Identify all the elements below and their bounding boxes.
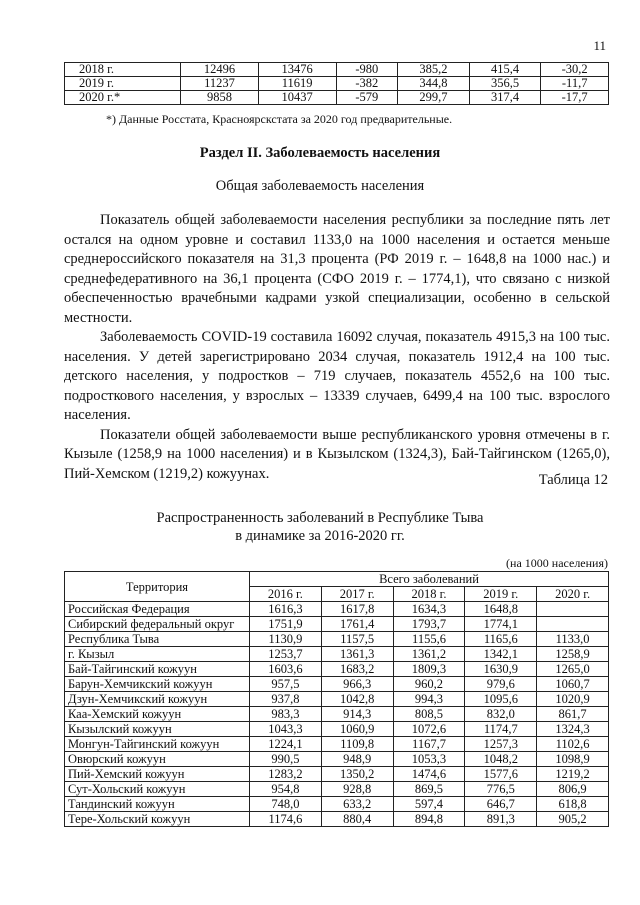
table-row-label: Сибирский федеральный округ xyxy=(65,617,250,632)
table-cell: 1634,3 xyxy=(393,602,465,617)
table-cell: 1474,6 xyxy=(393,767,465,782)
table-cell: 11237 xyxy=(181,77,259,91)
table-cell: 937,8 xyxy=(250,692,322,707)
table-cell: 1257,3 xyxy=(465,737,537,752)
header-group: Всего заболеваний xyxy=(250,572,609,587)
table-cell: 1020,9 xyxy=(537,692,609,707)
table-cell: 1043,3 xyxy=(250,722,322,737)
table-cell: 1774,1 xyxy=(465,617,537,632)
table-cell: 808,5 xyxy=(393,707,465,722)
table-cell: 1616,3 xyxy=(250,602,322,617)
table-row xyxy=(65,91,609,105)
table-cell: 385,2 xyxy=(398,63,470,77)
table-cell: 646,7 xyxy=(465,797,537,812)
table-cell: 317,4 xyxy=(469,91,541,105)
table-cell: 1253,7 xyxy=(250,647,322,662)
table-cell: 1617,8 xyxy=(321,602,393,617)
table-row xyxy=(65,707,609,722)
table-row xyxy=(65,767,609,782)
table-cell: 299,7 xyxy=(398,91,470,105)
table-cell: 954,8 xyxy=(250,782,322,797)
table-cell: 1174,7 xyxy=(465,722,537,737)
table-cell: 1361,3 xyxy=(321,647,393,662)
table-cell: 1761,4 xyxy=(321,617,393,632)
subtitle: Общая заболеваемость населения xyxy=(215,178,425,194)
table-cell: 1683,2 xyxy=(321,662,393,677)
table-cell: 1053,3 xyxy=(393,752,465,767)
table-row-label: Российская Федерация xyxy=(65,602,250,617)
table-row-label: Дзун-Хемчикский кожуун xyxy=(65,692,250,707)
table-cell: 415,4 xyxy=(469,63,541,77)
header-year: 2018 г. xyxy=(393,587,465,602)
table-cell: 9858 xyxy=(181,91,259,105)
table-row xyxy=(65,647,609,662)
table-caption xyxy=(0,509,640,545)
table-cell: 966,3 xyxy=(321,677,393,692)
table-cell: 1174,6 xyxy=(250,812,322,827)
table-row-label: Овюрский кожуун xyxy=(65,752,250,767)
table-row-label: Тере-Хольский кожуун xyxy=(65,812,250,827)
table-cell: 11619 xyxy=(258,77,336,91)
table-cell: 880,4 xyxy=(321,812,393,827)
table-cell: 1361,2 xyxy=(393,647,465,662)
table-cell xyxy=(537,617,609,632)
units-note: (на 1000 населения) xyxy=(506,556,608,570)
table-cell: 914,3 xyxy=(321,707,393,722)
table-cell: 960,2 xyxy=(393,677,465,692)
table-cell: 1167,7 xyxy=(393,737,465,752)
table-caption-line: Распространенность заболеваний в Республике Тыва xyxy=(156,510,484,526)
table-cell: 1060,7 xyxy=(537,677,609,692)
table-cell: 1350,2 xyxy=(321,767,393,782)
table-cell: 13476 xyxy=(258,63,336,77)
footnote: *) Данные Росстата, Красноярскстата за 2020 год предварительные. xyxy=(106,112,453,126)
table-cell: 12496 xyxy=(181,63,259,77)
table-row xyxy=(65,782,609,797)
table-cell: 1095,6 xyxy=(465,692,537,707)
table-cell: 1809,3 xyxy=(393,662,465,677)
table-cell: 1109,8 xyxy=(321,737,393,752)
table-cell: 869,5 xyxy=(393,782,465,797)
header-territory: Территория xyxy=(65,572,250,602)
table-row xyxy=(65,602,609,617)
table-cell: 861,7 xyxy=(537,707,609,722)
table-label: Таблица 12 xyxy=(538,472,608,488)
table-row-label: г. Кызыл xyxy=(65,647,250,662)
page-number: 11 xyxy=(593,38,606,53)
table-row-label: Каа-Хемский кожуун xyxy=(65,707,250,722)
table-cell: 1165,6 xyxy=(465,632,537,647)
table-cell: 618,8 xyxy=(537,797,609,812)
table-row-label: 2018 г. xyxy=(65,63,181,77)
table-row xyxy=(65,797,609,812)
table-cell: -579 xyxy=(336,91,398,105)
table-cell: 1133,0 xyxy=(537,632,609,647)
table-cell: 356,5 xyxy=(469,77,541,91)
table-cell: 891,3 xyxy=(465,812,537,827)
table-row-label: Кызылский кожуун xyxy=(65,722,250,737)
table-row xyxy=(65,737,609,752)
paragraph: Заболеваемость COVID-19 составила 16092 случая, показатель 4915,3 на 100 тыс. населения. У детей зарегистрировано 2034 случая, показатель 1912,4 на 100 тыс. детского населения, у подростков – 719 случаев, показатель 4552,6 на 100 тыс. подросткового населения, у взрослых – 13339 случаев, 6499,4 на 100 тыс. взрослого населения. xyxy=(64,329,610,423)
paragraph: Показатель общей заболеваемости населения республики за последние пять лет остался на одном уровне и составил 1133,0 на 1000 населения и остается меньше среднероссийского показателя на 31,3 процента (РФ 2019 г. – 1648,8 на 1000 нас.) и среднефедеративного на 36,1 процента (СФО 2019 г. – 1774,1), что связано с низкой обеспеченностью врачебными кадрами узкой специализации, особенно в сельской местности. xyxy=(64,212,610,326)
table-cell: 1324,3 xyxy=(537,722,609,737)
table-row xyxy=(65,617,609,632)
table-cell: 10437 xyxy=(258,91,336,105)
table-cell: 1155,6 xyxy=(393,632,465,647)
table-row xyxy=(65,692,609,707)
table-cell: -30,2 xyxy=(541,63,609,77)
table-cell: 1098,9 xyxy=(537,752,609,767)
table-row-label: Сут-Хольский кожуун xyxy=(65,782,250,797)
table-cell: -11,7 xyxy=(541,77,609,91)
table-cell: 1577,6 xyxy=(465,767,537,782)
table-cell: 1130,9 xyxy=(250,632,322,647)
table-cell: 948,9 xyxy=(321,752,393,767)
table-cell xyxy=(537,602,609,617)
table-cell: 633,2 xyxy=(321,797,393,812)
table-cell: 1102,6 xyxy=(537,737,609,752)
table-row-label: Барун-Хемчикский кожуун xyxy=(65,677,250,692)
table-cell: 597,4 xyxy=(393,797,465,812)
header-year: 2019 г. xyxy=(465,587,537,602)
table-cell: -980 xyxy=(336,63,398,77)
table-cell: 776,5 xyxy=(465,782,537,797)
table-row xyxy=(65,77,609,91)
table-cell: 894,8 xyxy=(393,812,465,827)
table-cell: 1751,9 xyxy=(250,617,322,632)
table-cell: 832,0 xyxy=(465,707,537,722)
table-cell: 1060,9 xyxy=(321,722,393,737)
table-row-label: 2020 г.* xyxy=(65,91,181,105)
table-row xyxy=(65,662,609,677)
table-cell: 1157,5 xyxy=(321,632,393,647)
table-cell: 994,3 xyxy=(393,692,465,707)
table-row-label: Тандинский кожуун xyxy=(65,797,250,812)
table-cell: 1603,6 xyxy=(250,662,322,677)
table-cell: 990,5 xyxy=(250,752,322,767)
table-cell: 1630,9 xyxy=(465,662,537,677)
table-caption-line: в динамике за 2016-2020 гг. xyxy=(235,528,405,544)
paragraph: Показатели общей заболеваемости выше республиканского уровня отмечены в г. Кызыле (1258,9 на 1000 населения) и в Кызылском (1324,3), Бай-Тайгинском (1265,0), Пий-Хемском (1219,2) кожуунах. xyxy=(64,426,610,482)
table-cell: 1258,9 xyxy=(537,647,609,662)
table-cell: 1048,2 xyxy=(465,752,537,767)
table-cell: -17,7 xyxy=(541,91,609,105)
table-cell: 1265,0 xyxy=(537,662,609,677)
body-text xyxy=(64,211,610,484)
table-cell: 979,6 xyxy=(465,677,537,692)
table-cell: -382 xyxy=(336,77,398,91)
table-cell: 344,8 xyxy=(398,77,470,91)
table-cell: 983,3 xyxy=(250,707,322,722)
table-row xyxy=(65,632,609,647)
table-cell: 1648,8 xyxy=(465,602,537,617)
table-row xyxy=(65,752,609,767)
table-cell: 1042,8 xyxy=(321,692,393,707)
table-row xyxy=(65,722,609,737)
table-cell: 1793,7 xyxy=(393,617,465,632)
table-row-label: 2019 г. xyxy=(65,77,181,91)
table-cell: 1072,6 xyxy=(393,722,465,737)
header-year: 2017 г. xyxy=(321,587,393,602)
table-cell: 806,9 xyxy=(537,782,609,797)
table-cell: 957,5 xyxy=(250,677,322,692)
table-row-label: Монгун-Тайгинский кожуун xyxy=(65,737,250,752)
table-row xyxy=(65,677,609,692)
table-cell: 1224,1 xyxy=(250,737,322,752)
header-year: 2016 г. xyxy=(250,587,322,602)
prevalence-table xyxy=(64,571,609,827)
section-title: Раздел II. Заболеваемость населения xyxy=(199,145,441,161)
table-row xyxy=(65,812,609,827)
table-row xyxy=(65,63,609,77)
table-row-label: Пий-Хемский кожуун xyxy=(65,767,250,782)
table-cell: 905,2 xyxy=(537,812,609,827)
header-year: 2020 г. xyxy=(537,587,609,602)
table-cell: 1283,2 xyxy=(250,767,322,782)
table-cell: 928,8 xyxy=(321,782,393,797)
table-row-label: Бай-Тайгинский кожуун xyxy=(65,662,250,677)
demographics-table xyxy=(64,62,609,105)
table-cell: 748,0 xyxy=(250,797,322,812)
table-row-label: Республика Тыва xyxy=(65,632,250,647)
table-cell: 1342,1 xyxy=(465,647,537,662)
table-cell: 1219,2 xyxy=(537,767,609,782)
